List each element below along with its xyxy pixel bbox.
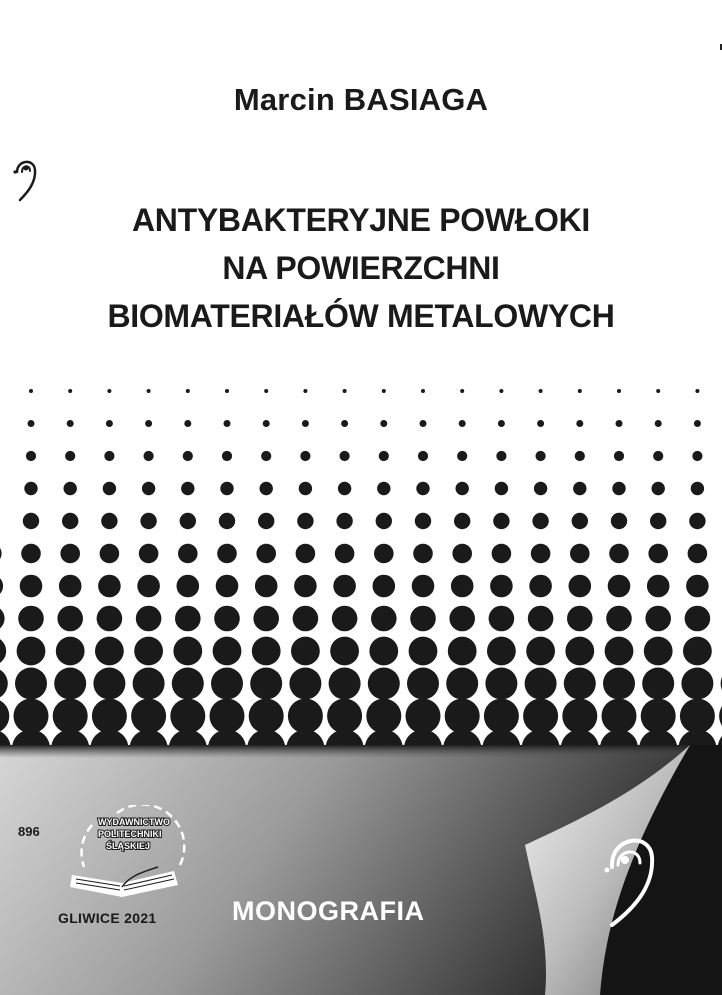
halftone-dot [373, 575, 396, 598]
halftone-dot [565, 637, 594, 666]
halftone-dot [0, 699, 9, 734]
halftone-dot [297, 513, 313, 529]
halftone-dot [177, 575, 200, 598]
halftone-dot [258, 513, 274, 529]
halftone-dot [650, 513, 666, 529]
halftone-dot [409, 637, 438, 666]
title-line-1: ANTYBAKTERYJNE POWŁOKI [131, 202, 590, 238]
halftone-dot [0, 637, 6, 666]
halftone-dot [15, 668, 47, 700]
publisher-logo-line-3: ŚLĄSKIEJ [106, 841, 151, 851]
halftone-dot [641, 699, 676, 734]
halftone-dot [335, 544, 355, 564]
halftone-dot [249, 699, 284, 734]
halftone-dot [217, 544, 237, 564]
halftone-dot [415, 513, 431, 529]
title-line-2: NA POWIERZCHNI [222, 250, 500, 286]
halftone-dot [567, 606, 593, 632]
book-gear-logo-icon [62, 805, 192, 905]
halftone-dot [420, 420, 427, 427]
halftone-dot [147, 389, 151, 393]
halftone-dot [688, 544, 708, 564]
halftone-dot [484, 699, 519, 734]
halftone-dot [137, 575, 160, 598]
halftone-dot [60, 544, 80, 564]
halftone-dot [336, 513, 352, 529]
halftone-dot [140, 513, 156, 529]
halftone-dot [562, 699, 597, 734]
halftone-dot [570, 544, 590, 564]
halftone-dot [186, 389, 190, 393]
halftone-dot [133, 668, 165, 700]
halftone-dot [368, 668, 400, 700]
halftone-dot [170, 699, 205, 734]
halftone-dots-pattern [0, 380, 722, 760]
halftone-dot [329, 668, 361, 700]
halftone-dot [67, 420, 74, 427]
halftone-dot [252, 637, 281, 666]
halftone-dot [21, 544, 41, 564]
halftone-dot [139, 544, 159, 564]
halftone-dot [692, 451, 702, 461]
halftone-dot [572, 513, 588, 529]
halftone-dot [0, 668, 8, 700]
halftone-dot [20, 575, 43, 598]
halftone-dot [294, 575, 317, 598]
halftone-dot [63, 482, 76, 495]
halftone-dot [18, 606, 44, 632]
halftone-dot [614, 451, 624, 461]
halftone-dot [487, 637, 516, 666]
title-line-3: BIOMATERIAŁÓW METALOWYCH [107, 298, 615, 334]
halftone-dot [264, 389, 268, 393]
halftone-dot [181, 482, 194, 495]
halftone-dot [655, 420, 662, 427]
halftone-dot [380, 420, 387, 427]
halftone-dot [606, 606, 632, 632]
halftone-dot [452, 544, 472, 564]
halftone-dot [609, 544, 629, 564]
halftone-dot [379, 451, 389, 461]
halftone-dot [576, 420, 583, 427]
halftone-dot [327, 699, 362, 734]
halftone-dot [299, 482, 312, 495]
halftone-dot [534, 482, 547, 495]
halftone-dot [101, 513, 117, 529]
halftone-dot [603, 668, 635, 700]
halftone-dot [377, 482, 390, 495]
halftone-dot [24, 482, 37, 495]
halftone-dot [485, 668, 517, 700]
publisher-logo-line-2: POLITECHNIKI [98, 829, 162, 839]
halftone-dot [145, 420, 152, 427]
halftone-dot [103, 482, 116, 495]
halftone-dot [288, 699, 323, 734]
halftone-dot [647, 575, 670, 598]
halftone-dot [97, 606, 123, 632]
halftone-dot [412, 575, 435, 598]
halftone-dot [56, 637, 85, 666]
halftone-dot [330, 637, 359, 666]
halftone-dot [340, 451, 350, 461]
halftone-dot [448, 637, 477, 666]
halftone-dot [416, 482, 429, 495]
halftone-dot [225, 389, 229, 393]
halftone-dot [28, 420, 35, 427]
halftone-dot [343, 389, 347, 393]
halftone-dot [261, 451, 271, 461]
book-title [0, 196, 722, 340]
halftone-dot [642, 668, 674, 700]
halftone-dot [605, 637, 634, 666]
halftone-dot [173, 637, 202, 666]
halftone-dot [296, 544, 316, 564]
halftone-dot [656, 389, 660, 393]
halftone-dot [142, 482, 155, 495]
halftone-dot [371, 606, 397, 632]
halftone-dot [573, 482, 586, 495]
halftone-dot [490, 575, 513, 598]
halftone-dot [57, 606, 83, 632]
halftone-dot [694, 420, 701, 427]
halftone-dot [53, 699, 88, 734]
halftone-dot [333, 575, 356, 598]
halftone-dot [532, 513, 548, 529]
halftone-dot [382, 389, 386, 393]
halftone-dot [65, 451, 75, 461]
halftone-dot [449, 606, 475, 632]
halftone-dot [106, 420, 113, 427]
halftone-dot [214, 606, 240, 632]
halftone-dot [539, 389, 543, 393]
halftone-dot [686, 575, 709, 598]
halftone-dot [616, 420, 623, 427]
halftone-dot [495, 482, 508, 495]
halftone-dot [529, 575, 552, 598]
halftone-dot [526, 637, 555, 666]
halftone-dot [445, 699, 480, 734]
halftone-dot [260, 482, 273, 495]
halftone-dot [493, 513, 509, 529]
halftone-dot [644, 637, 673, 666]
halftone-dot [612, 482, 625, 495]
halftone-dot [104, 451, 114, 461]
halftone-dot [617, 389, 621, 393]
halftone-dot [0, 606, 5, 632]
halftone-dot [645, 606, 671, 632]
halftone-dot [289, 668, 321, 700]
halftone-dot [406, 699, 441, 734]
halftone-dot [303, 389, 307, 393]
halftone-dot [376, 513, 392, 529]
publication-type: MONOGRAFIA [232, 896, 425, 926]
halftone-dot [523, 699, 558, 734]
halftone-dot [92, 699, 127, 734]
halftone-dot [144, 451, 154, 461]
halftone-dot [332, 606, 358, 632]
halftone-dot [62, 513, 78, 529]
halftone-dot [253, 606, 279, 632]
halftone-dot [68, 389, 72, 393]
halftone-dot [183, 451, 193, 461]
halftone-dot [263, 420, 270, 427]
halftone-dot [608, 575, 631, 598]
halftone-dot [29, 389, 33, 393]
halftone-dot [180, 513, 196, 529]
halftone-dot [459, 420, 466, 427]
halftone-dot [98, 575, 121, 598]
halftone-dot [496, 451, 506, 461]
halftone-dot [224, 420, 231, 427]
halftone-dot [210, 699, 245, 734]
halftone-dot [219, 513, 235, 529]
halftone-dot [460, 389, 464, 393]
halftone-dot [685, 606, 711, 632]
halftone-dot [0, 575, 3, 598]
halftone-dot [689, 513, 705, 529]
series-number: 896 [18, 824, 40, 839]
halftone-dot [653, 451, 663, 461]
halftone-dot [175, 606, 201, 632]
halftone-dot [255, 575, 278, 598]
halftone-dot [107, 389, 111, 393]
halftone-dot [578, 389, 582, 393]
halftone-dot [499, 389, 503, 393]
halftone-dot [136, 606, 162, 632]
halftone-dot [178, 544, 198, 564]
halftone-dot [17, 637, 46, 666]
halftone-dot [531, 544, 551, 564]
halftone-dot [451, 575, 474, 598]
halftone-dot [537, 420, 544, 427]
publisher-logo-line-1: WYDAWNICTWO [98, 817, 170, 827]
halftone-dot [59, 575, 82, 598]
halftone-dot [611, 513, 627, 529]
halftone-dot [222, 451, 232, 461]
halftone-dot [489, 606, 515, 632]
author-name: Marcin BASIAGA [233, 82, 489, 117]
halftone-dot [369, 637, 398, 666]
halftone-dot [0, 544, 2, 564]
halftone-dot [407, 668, 439, 700]
halftone-dot [652, 482, 665, 495]
halftone-dot [338, 482, 351, 495]
halftone-dot [681, 668, 713, 700]
halftone-dot [341, 420, 348, 427]
halftone-dot [26, 451, 36, 461]
halftone-dot [410, 606, 436, 632]
halftone-dot [220, 482, 233, 495]
halftone-dot [172, 668, 204, 700]
halftone-dot [457, 451, 467, 461]
halftone-dot [366, 699, 401, 734]
halftone-dot [291, 637, 320, 666]
halftone-dot [184, 420, 191, 427]
halftone-dot [683, 637, 712, 666]
halftone-dot [454, 513, 470, 529]
halftone-dot [525, 668, 557, 700]
halftone-dot [421, 389, 425, 393]
halftone-dot [446, 668, 478, 700]
halftone-dot [413, 544, 433, 564]
halftone-dot [602, 699, 637, 734]
halftone-dot [498, 420, 505, 427]
halftone-dot [691, 482, 704, 495]
halftone-dot [213, 637, 242, 666]
halftone-dot [250, 668, 282, 700]
halftone-dot [374, 544, 394, 564]
halftone-dot [302, 420, 309, 427]
halftone-dot [256, 544, 276, 564]
halftone-dot [528, 606, 554, 632]
halftone-dot [211, 668, 243, 700]
halftone-dot [14, 699, 49, 734]
halftone-dot [492, 544, 512, 564]
halftone-dot [216, 575, 239, 598]
halftone-dot [54, 668, 86, 700]
halftone-dot [536, 451, 546, 461]
halftone-dot [95, 637, 124, 666]
halftone-dot [418, 451, 428, 461]
halftone-dot [131, 699, 166, 734]
city-year: GLIWICE 2021 [58, 910, 157, 926]
halftone-dot [680, 699, 715, 734]
halftone-dot [300, 451, 310, 461]
halftone-dot [23, 513, 39, 529]
halftone-dot [695, 389, 699, 393]
halftone-dot [648, 544, 668, 564]
halftone-dot [293, 606, 319, 632]
halftone-dot [134, 637, 163, 666]
halftone-dot [100, 544, 120, 564]
halftone-dot [564, 668, 596, 700]
halftone-dot [93, 668, 125, 700]
halftone-dot [456, 482, 469, 495]
halftone-dot [569, 575, 592, 598]
halftone-dot [575, 451, 585, 461]
